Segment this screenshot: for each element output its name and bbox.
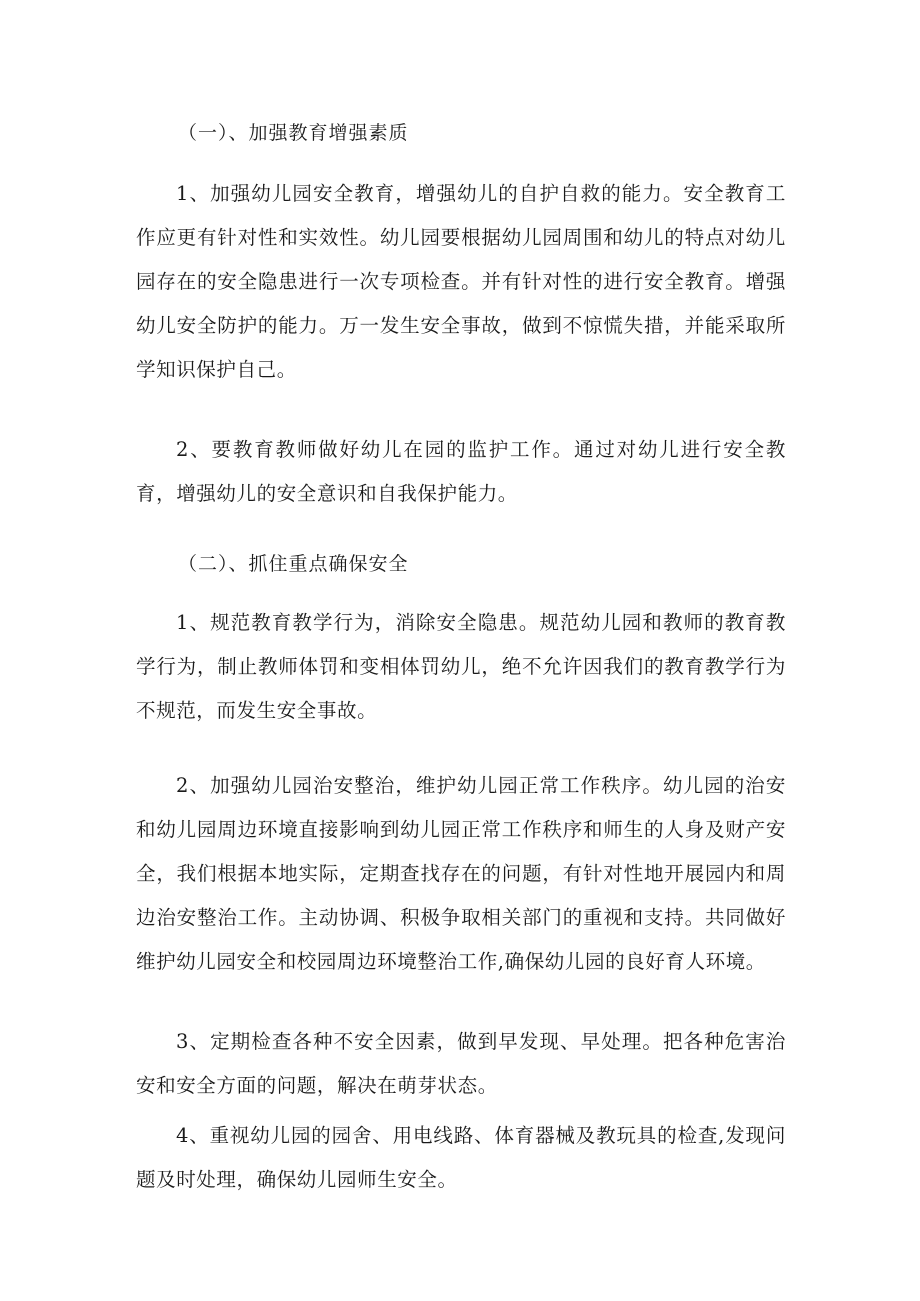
paragraph-1-2: 2、要教育教师做好幼儿在园的监护工作。通过对幼儿进行安全教育，增强幼儿的安全意识和自我保护能力。 bbox=[136, 438, 786, 505]
section-heading-1: （一）、加强教育增强素质 bbox=[178, 122, 409, 144]
paragraph-2-1: 1、规范教育教学行为，消除安全隐患。规范幼儿园和教师的教育教学行为，制止教师体罚和变相体罚幼儿，绝不允许因我们的教育教学行为不规范，而发生安全事故。 bbox=[136, 611, 786, 722]
paragraph-2-4: 4、重视幼儿园的园舍、用电线路、体育器械及教玩具的检查,发现问题及时处理，确保幼儿园师生安全。 bbox=[136, 1124, 786, 1191]
paragraph-2-2: 2、加强幼儿园治安整治，维护幼儿园正常工作秩序。幼儿园的治安和幼儿园周边环境直接影响到幼儿园正常工作秩序和师生的人身及财产安全，我们根据本地实际，定期查找存在的问题，有针对性地开展园内和周边治安整治工作。主动协调、积极争取相关部门的重视和支持。共同做好维护幼儿园安全和校园周边环境整治工作,确保幼儿园的良好育人环境。 bbox=[136, 774, 786, 973]
paragraph-2-3: 3、定期检查各种不安全因素，做到早发现、早处理。把各种危害治安和安全方面的问题，解决在萌芽状态。 bbox=[136, 1030, 786, 1097]
paragraph-1-1: 1、加强幼儿园安全教育，增强幼儿的自护自救的能力。安全教育工作应更有针对性和实效性。幼儿园要根据幼儿园周围和幼儿的特点对幼儿园存在的安全隐患进行一次专项检查。并有针对性的进行安全教育。增强幼儿安全防护的能力。万一发生安全事故，做到不惊慌失措，并能采取所学知识保护自己。 bbox=[136, 182, 786, 381]
section-heading-2: （二）、抓住重点确保安全 bbox=[178, 553, 409, 575]
